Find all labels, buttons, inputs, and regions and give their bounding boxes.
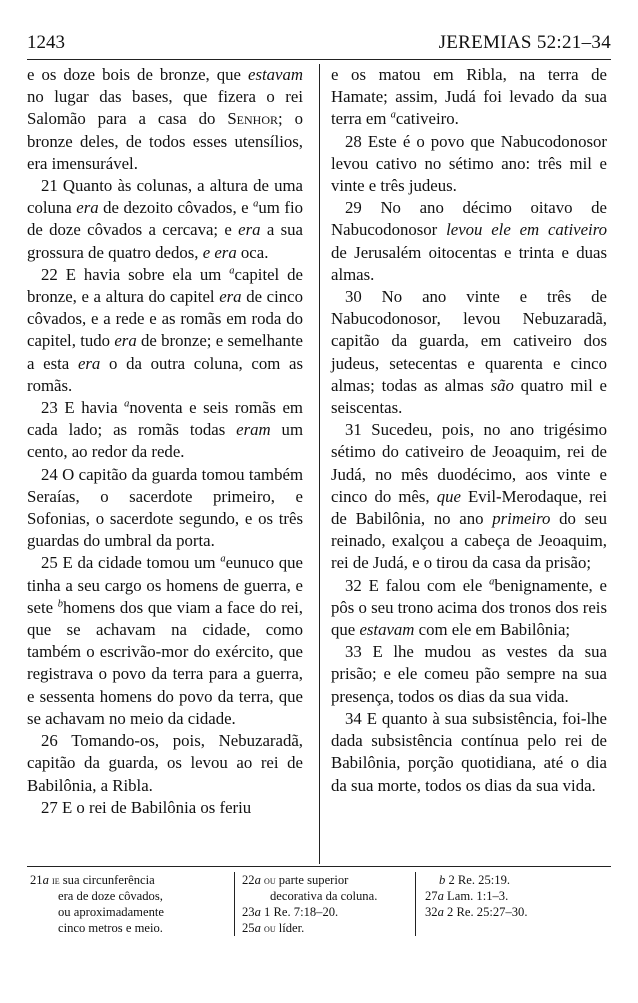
verse-30: [331, 286, 607, 419]
text: e os matou em Ribla, na terra de Hamate; assim, Judá foi levado da sua terra em: [331, 65, 607, 129]
text: de bronze; e semelhante a esta: [27, 331, 303, 373]
footnote-ref[interactable]: a: [229, 265, 235, 277]
italic-text: era: [76, 198, 99, 218]
fn-text: 1 Re. 7:18–20.: [260, 905, 339, 919]
text: benignamente, e pôs o seu trono acima dos tronos dos reis que: [331, 575, 607, 640]
text: um fio de doze côvados a cercava; e: [27, 198, 304, 240]
verse-33: 33 E lhe mudou as vestes da sua prisão; e ele comeu pão sempre na sua presença, todos os dias da sua vida.: [331, 642, 607, 706]
italic-text: eram: [236, 420, 271, 440]
page-number: 1243: [27, 32, 65, 53]
running-head: JEREMIAS 52:21–34: [438, 32, 611, 53]
verse-23: [27, 397, 303, 464]
fn-verse: 27: [425, 889, 438, 903]
italic-text: estavam: [248, 65, 303, 84]
footnote-column-3: [425, 872, 605, 920]
text: o da outra coluna, com as romãs.: [27, 353, 303, 395]
text: quatro mil e seiscentas.: [331, 375, 607, 418]
fn-letter: a: [437, 889, 444, 903]
text: 30 No ano vinte e três de Nabucodonosor, levou Nebuzaradã, capitão da guarda, em cativeiro dos judeus, setecentas e quarenta e cinco almas; todas as almas: [331, 287, 607, 395]
fn-abbr: ou: [264, 873, 276, 887]
footnote-21a: [30, 872, 230, 888]
footnote-23a: [242, 904, 412, 920]
text: 32 E falou com ele: [345, 575, 490, 595]
italic-text: primeiro: [492, 509, 551, 529]
verse-26: 26 Tomando-os, pois, Nebuzaradã, capitão da guarda, os levou ao rei de Babilônia, a Ribla.: [27, 731, 303, 795]
italic-text: e era: [202, 242, 237, 262]
verse-28: 28 Este é o povo que Nabucodonosor levou cativo no sétimo ano: três mil e vinte e três judeus.: [331, 131, 607, 196]
text: homens dos que viam a face do rei, que se achavam na cidade, como também o escrivão-mor do exército, que registrava o povo da terra para a guerra, e sessenta homens do povo da terra, que se achavam no meio da cidade.: [27, 597, 303, 728]
footnote-divider: [234, 872, 235, 936]
italic-text: era: [238, 220, 261, 240]
footnote-column-1: [30, 872, 230, 936]
fn-letter: a: [42, 873, 49, 887]
footnote-ref[interactable]: a: [124, 398, 130, 410]
footnote-rule: [27, 866, 611, 867]
footnote-column-2: [242, 872, 412, 936]
italic-text: era: [114, 331, 137, 351]
header-rule: [27, 59, 611, 60]
italic-text: estavam: [359, 620, 415, 640]
footnote-25b: [425, 872, 605, 888]
text: 22 E havia sobre ela um: [41, 264, 230, 284]
fn-text: 2 Re. 25:27–30.: [443, 905, 528, 919]
fn-verse: 32: [425, 905, 438, 919]
text: noventa e seis romãs em cada lado; as romãs todas: [27, 398, 303, 440]
text: 31 Sucedeu, pois, no ano trigésimo sétimo do cativeiro de Jeoaquim, rei de Judá, no mês duodécimo, aos vinte e cinco do mês,: [331, 420, 607, 506]
verse-31: [331, 419, 607, 574]
verse-22: [27, 264, 303, 397]
text: de cinco côvados, e a rede e as romãs em roda do capitel, tudo: [27, 287, 304, 351]
fn-verse: 25: [242, 921, 255, 935]
italic-text: levou ele em cativeiro: [446, 220, 607, 240]
fn-verse: 21: [30, 873, 43, 887]
text: 21 Quanto às colunas, a altura de uma coluna: [27, 176, 303, 218]
footnote-ref[interactable]: b: [57, 598, 63, 610]
text: de dezoito côvados, e: [98, 198, 254, 218]
text: de Jerusalém oitocentas e trinta e duas almas.: [331, 242, 607, 284]
fn-text: decorativa da coluna.: [270, 889, 378, 903]
text: oca.: [236, 242, 269, 262]
fn-letter: a: [437, 905, 444, 919]
fn-letter: b: [439, 873, 446, 887]
text: 29 No ano décimo oitavo de Nabucodonosor: [331, 198, 607, 240]
left-column: [27, 64, 303, 819]
continuation-paragraph: [27, 64, 303, 175]
text: com ele em Babilônia;: [414, 620, 571, 640]
fn-text: líder.: [275, 921, 305, 935]
footnote-divider: [415, 872, 416, 936]
footnote-25a: [242, 920, 412, 936]
text: a sua grossura de quatro dedos,: [27, 220, 303, 262]
verse-25: [27, 552, 303, 730]
text: eunuco que tinha a seu cargo os homens de guerra, e sete: [27, 553, 303, 617]
text: um cento, ao redor da rede.: [27, 420, 303, 462]
fn-text: sua circunferência: [59, 873, 155, 887]
fn-text: 2 Re. 25:19.: [445, 873, 511, 887]
italic-text: era: [219, 287, 242, 307]
verse-34: 34 E quanto à sua subsistência, foi-lhe dada subsistência contínua pelo rei de Babilônia, porção quotidiana, até o dia da sua morte, todos os dias da sua vida.: [331, 708, 607, 795]
footnote-32a: [425, 904, 605, 920]
italic-text: era: [77, 353, 101, 373]
footnote-22a: [242, 872, 412, 888]
text: no lugar das bases, que fizera o rei Salomão para a casa do: [27, 87, 303, 129]
fn-text: era de doze côvados,: [58, 889, 163, 903]
fn-letter: a: [254, 905, 261, 919]
italic-text: são: [490, 375, 514, 395]
verse-32: [331, 575, 607, 642]
footnote-27a: [425, 888, 605, 904]
verse-27: 27 E o rei de Babilônia os feriu: [41, 797, 252, 817]
footnote-ref[interactable]: a: [390, 109, 396, 121]
right-column: [331, 64, 607, 797]
footnote-ref[interactable]: a: [489, 576, 495, 588]
italic-text: que: [436, 486, 461, 506]
text: e os doze bois de bronze, que: [27, 65, 248, 84]
page-header: [27, 30, 611, 56]
verse-29: [331, 197, 607, 286]
text: do seu reinado, exalçou a cabeça de Jeoaquim, rei de Judá, e o tirou da casa da prisão;: [331, 509, 607, 573]
text: 25 E da cidade tomou um: [41, 553, 221, 573]
fn-verse: 23: [242, 905, 255, 919]
text: capitel de bronze, e a altura do capitel: [27, 264, 303, 307]
text: cativeiro.: [395, 109, 459, 129]
text: Evil-Merodaque, rei de Babilônia, no ano: [331, 486, 608, 529]
fn-text: cinco metros e meio.: [58, 921, 163, 935]
fn-abbr: ie: [52, 873, 60, 887]
fn-text: ou aproximadamente: [58, 905, 164, 919]
fn-text: Lam. 1:1–3.: [443, 889, 509, 903]
verse-21: [27, 175, 303, 264]
footnote-ref[interactable]: a: [253, 198, 259, 210]
fn-verse: 22: [242, 873, 255, 887]
text: 23 E havia: [41, 398, 125, 418]
footnote-ref[interactable]: a: [220, 553, 226, 565]
continuation-paragraph: [331, 64, 607, 131]
column-divider: [319, 64, 320, 864]
text: ; o bronze deles, de todos esses utensílios, era imensurável.: [27, 109, 303, 173]
lord-smallcaps: Senhor: [227, 109, 279, 129]
fn-abbr: ou: [264, 921, 276, 935]
fn-letter: a: [254, 873, 261, 887]
fn-text: parte superior: [275, 873, 349, 887]
verse-24: 24 O capitão da guarda tomou também Seraías, o sacerdote primeiro, e Sofonias, o sacerdote segundo, e os três guardas do umbral da porta.: [27, 464, 303, 551]
fn-letter: a: [254, 921, 261, 935]
